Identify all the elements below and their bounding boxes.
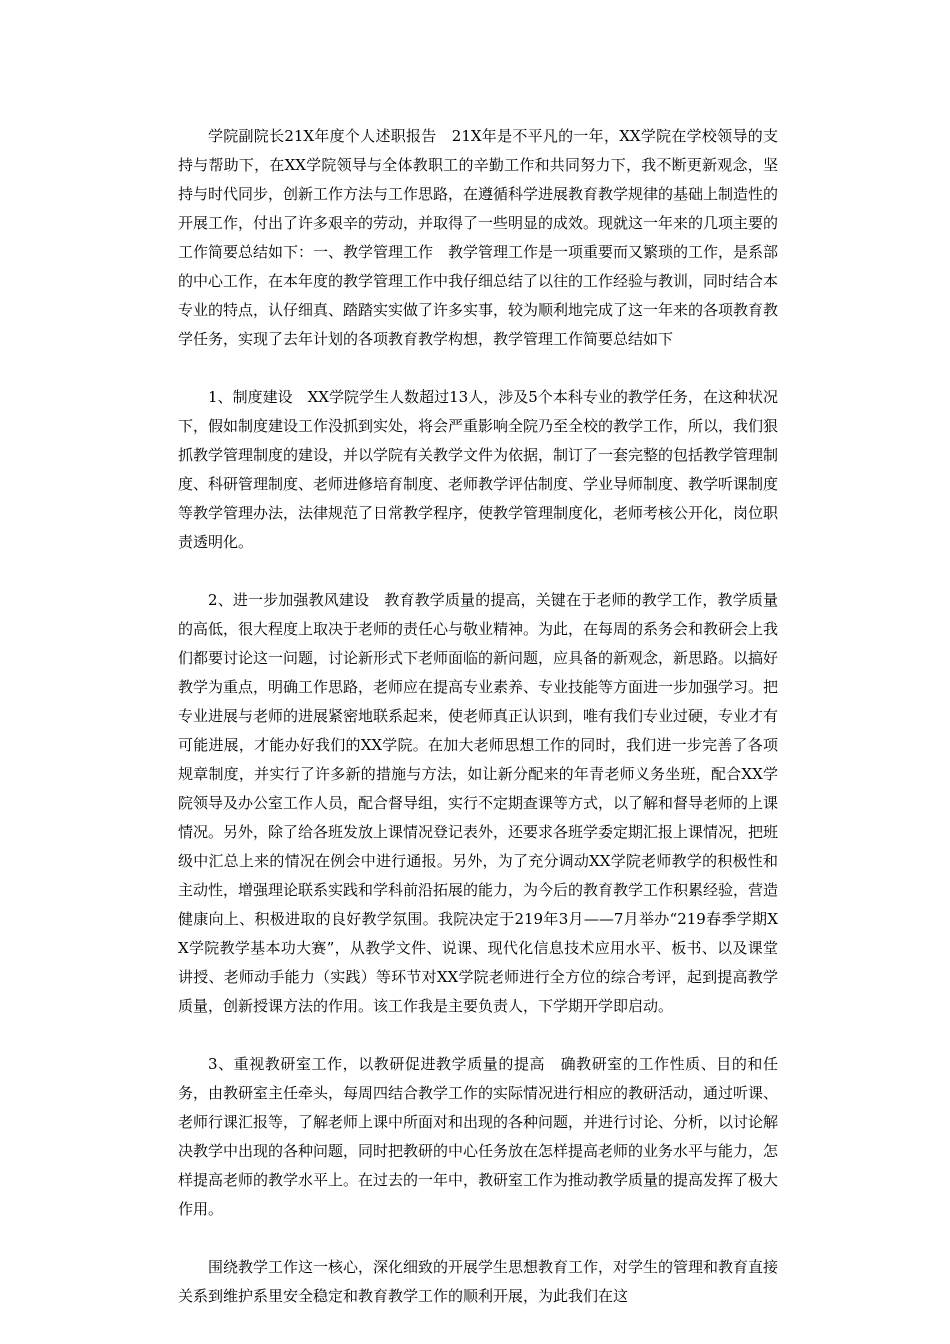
paragraph-student-education: 围绕教学工作这一核心，深化细致的开展学生思想教育工作，对学生的管理和教育直接关系到维护系里安全稳定和教育教学工作的顺利开展，为此我们在这 [178,1258,779,1305]
document-body [178,122,778,1311]
paragraph-system-building: 1、制度建设 XX学院学生人数超过13人，涉及5个本科专业的教学任务，在这种状况下，假如制度建设工作没抓到实处，将会严重影响全院乃至全校的教学工作，所以，我们狠抓教学管理制度的建设，并以学院有关教学文件为依据，制订了一套完整的包括教学管理制度、科研管理制度、老师进修培育制度、老师教学评估制度、学业导师制度、教学听课制度等教学管理办法，法律规范了日常教学程序，使教学管理制度化，老师考核公开化，岗位职责透明化。 [178,388,779,551]
paragraph-intro: 学院副院长21X年度个人述职报告 21X年是不平凡的一年，XX学院在学校领导的支持与帮助下，在XX学院领导与全体教职工的辛勤工作和共同努力下，我不断更新观念，坚持与时代同步，创新工作方法与工作思路，在遵循科学进展教育教学规律的基础上制造性的开展工作，付出了许多艰辛的劳动，并取得了一些明显的成效。现就这一年来的几项主要的工作简要总结如下：一、教学管理工作 教学管理工作是一项重要而又繁琐的工作，是系部的中心工作，在本年度的教学管理工作中我仔细总结了以往的工作经验与教训，同时结合本专业的特点，认仔细真、踏踏实实做了许多实事，较为顺利地完成了这一年来的各项教育教学任务，实现了去年计划的各项教育教学构想，教学管理工作简要总结如下 [178,127,779,348]
paragraph-spacer [178,1021,778,1050]
paragraph-teaching-style: 2、进一步加强教风建设 教育教学质量的提高，关键在于老师的教学工作，教学质量的高低，很大程度上取决于老师的责任心与敬业精神。为此，在每周的系务会和教研会上我们都要讨论这一问题，讨论新形式下老师面临的新问题，应具备的新观念，新思路。以搞好教学为重点，明确工作思路，老师应在提高专业素养、专业技能等方面进一步加强学习。把专业进展与老师的进展紧密地联系起来，使老师真正认识到，唯有我们专业过硬，专业才有可能进展，才能办好我们的XX学院。在加大老师思想工作的同时，我们进一步完善了各项规章制度，并实行了许多新的措施与方法，如让新分配来的年青老师义务坐班，配合XX学院领导及办公室工作人员，配合督导组，实行不定期查课等方式，以了解和督导老师的上课情况。另外，除了给各班发放上课情况登记表外，还要求各班学委定期汇报上课情况，把班级中汇总上来的情况在例会中进行通报。另外，为了充分调动XX学院老师教学的积极性和主动性，增强理论联系实践和学科前沿拓展的能力，为今后的教育教学工作积累经验，营造健康向上、积极进取的良好教学氛围。我院决定于219年3月——7月举办“219春季学期XX学院教学基本功大赛”，从教学文件、说课、现代化信息技术应用水平、板书、以及课堂讲授、老师动手能力（实践）等环节对XX学院老师进行全方位的综合考评，起到提高教学质量，创新授课方法的作用。该工作我是主要负责人，下学期开学即启动。 [178,591,779,1015]
paragraph-spacer [178,557,778,586]
paragraph-spacer [178,1224,778,1253]
paragraph-spacer [178,354,778,383]
paragraph-teaching-research: 3、重视教研室工作，以教研促进教学质量的提高 确教研室的工作性质、目的和任务，由教研室主任牵头，每周四结合教学工作的实际情况进行相应的教研活动，通过听课、老师行课汇报等，了解老师上课中所面对和出现的各种问题，并进行讨论、分析，以讨论解决教学中出现的各种问题，同时把教研的中心任务放在怎样提高老师的业务水平与能力，怎样提高老师的教学水平上。在过去的一年中，教研室工作为推动教学质量的提高发挥了极大作用。 [178,1055,779,1218]
